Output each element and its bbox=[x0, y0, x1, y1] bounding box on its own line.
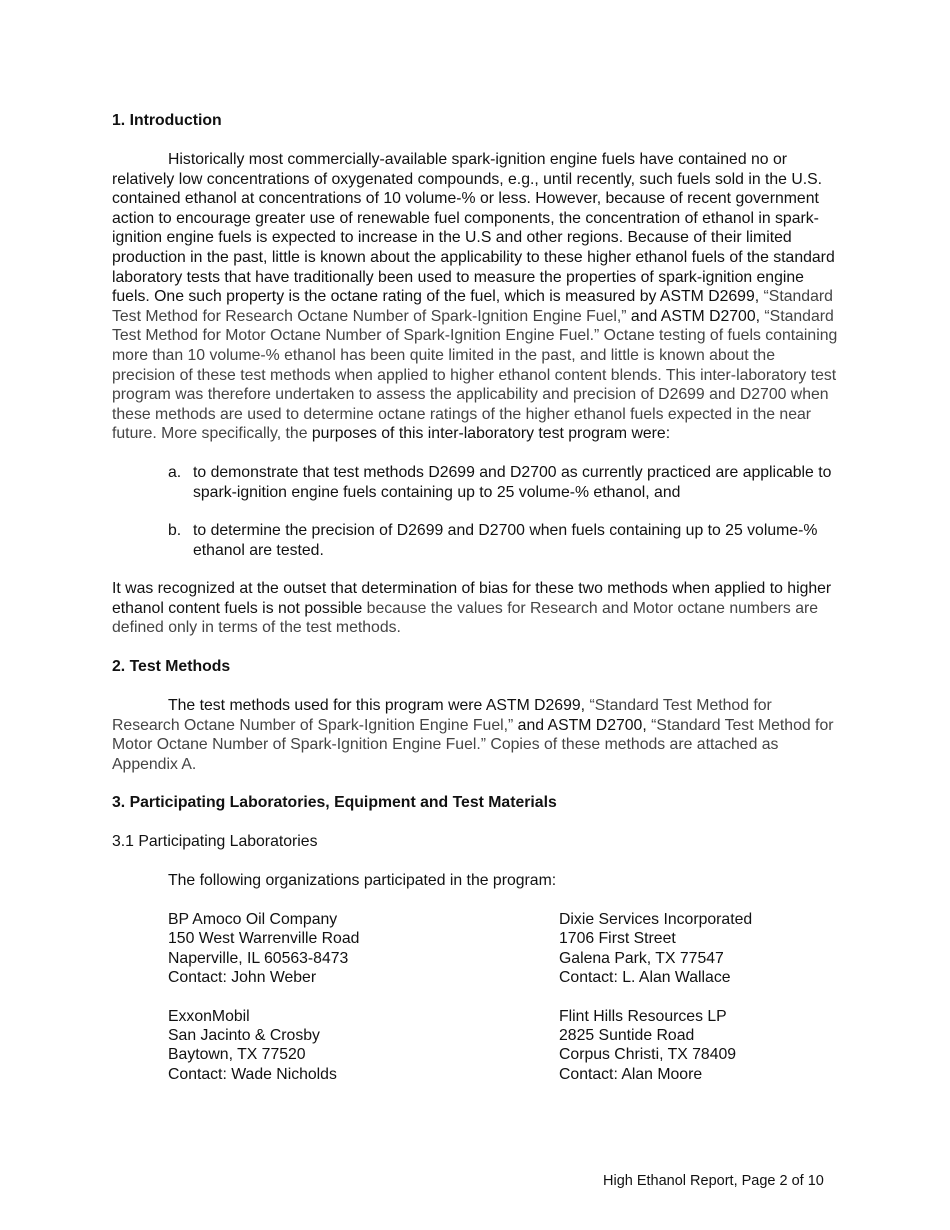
section-heading-introduction: 1. Introduction bbox=[112, 112, 222, 129]
intro-paragraph bbox=[112, 150, 840, 444]
intro-text-3: and ASTM D2700, bbox=[626, 307, 765, 325]
org-street: San Jacinto & Crosby bbox=[168, 1027, 320, 1045]
org-city: Naperville, IL 60563-8473 bbox=[168, 949, 349, 967]
org-contact: Contact: Alan Moore bbox=[559, 1065, 703, 1083]
list-item-text: to determine the precision of D2699 and D2700 when fuels containing up to 25 volume-% ethanol are tested. bbox=[193, 522, 818, 559]
list-item bbox=[112, 463, 840, 502]
subsection-heading: 3.1 Participating Laboratories bbox=[112, 833, 318, 851]
org-contact: Contact: John Weber bbox=[168, 969, 317, 987]
intro-text-2: “Standard Test Method for Research Octane Number of Spark-Ignition Engine Fuel,” bbox=[112, 288, 833, 325]
list-marker: a. bbox=[168, 463, 182, 481]
org-city: Corpus Christi, TX 78409 bbox=[559, 1046, 737, 1064]
methods-text-1: The test methods used for this program were ASTM D2699, bbox=[168, 697, 590, 715]
page-footer: High Ethanol Report, Page 2 of 10 bbox=[603, 1173, 824, 1189]
bias-text-2: because the values for Research and Motor octane numbers are defined only in terms of the test methods. bbox=[112, 599, 819, 637]
org-block bbox=[168, 1007, 559, 1085]
org-block bbox=[559, 910, 859, 988]
section-heading-participating: 3. Participating Laboratories, Equipment and Test Materials bbox=[112, 794, 557, 812]
org-city: Galena Park, TX 77547 bbox=[559, 949, 724, 967]
org-city: Baytown, TX 77520 bbox=[168, 1046, 306, 1064]
section-heading-test-methods: 2. Test Methods bbox=[112, 658, 231, 676]
org-street: 2825 Suntide Road bbox=[559, 1027, 695, 1045]
organizations-grid bbox=[168, 910, 840, 1084]
list-item-text: to demonstrate that test methods D2699 and D2700 as currently practiced are applicable to spark-ignition engine fuels containing up to 25 volume-% ethanol, and bbox=[193, 463, 832, 501]
org-name: ExxonMobil bbox=[168, 1007, 250, 1025]
intro-text-1: Historically most commercially-available spark-ignition engine fuels have contained no or relatively low concentrations of oxygenated compounds, e.g., until recently, such fuels sold in the U.S. contained ethanol at concentrations of 10 volume-% or less. However, because of recent government action to encourage greater use of renewable fuel components, the concentration of ethanol in spark-ignition engine fuels is expected to increase in the U.S and other regions. Because of their limited production in the past, little is known about the applicability to these higher ethanol fuels of the standard laboratory tests that have traditionally been used to measure the properties of spark-ignition engine fuels. One such property is the octane rating of the fuel, which is measured by ASTM D2699, bbox=[112, 151, 835, 306]
org-street: 150 West Warrenville Road bbox=[168, 930, 360, 948]
methods-paragraph bbox=[112, 696, 840, 774]
intro-text-4: “Standard Test Method for Motor Octane Number of Spark-Ignition Engine Fuel.” Octane testing of fuels containing more than 10 volume-% ethanol has been quite limited in the past, and little is known about the precision of these test methods when applied to higher ethanol content blends. This inter-laboratory test program was therefore undertaken to assess the applicability and precision of D2699 and D2700 when these methods are used to determine octane ratings of the higher ethanol fuels expected in the near future. More specifically, the bbox=[112, 307, 838, 443]
methods-text-4: “Standard Test Method for Motor Octane Number of Spark-Ignition Engine Fuel.” Copies of these methods are attached as Appendix A. bbox=[112, 716, 834, 773]
list-item bbox=[112, 521, 840, 560]
org-street: 1706 First Street bbox=[559, 930, 676, 948]
org-contact: Contact: L. Alan Wallace bbox=[559, 969, 731, 987]
org-name: Flint Hills Resources LP bbox=[559, 1007, 727, 1025]
org-name: Dixie Services Incorporated bbox=[559, 911, 753, 929]
org-block bbox=[559, 1007, 859, 1085]
methods-text-3: and ASTM D2700, bbox=[513, 716, 652, 734]
document-page bbox=[112, 111, 840, 1084]
bias-paragraph bbox=[112, 579, 840, 638]
purposes-list bbox=[112, 463, 840, 560]
methods-text-2: “Standard Test Method for Research Octane Number of Spark-Ignition Engine Fuel,” bbox=[112, 697, 772, 734]
list-marker: b. bbox=[168, 522, 182, 540]
org-name: BP Amoco Oil Company bbox=[168, 911, 338, 929]
org-block bbox=[168, 910, 559, 988]
bias-text-1: It was recognized at the outset that determination of bias for these two methods when applied to higher ethanol content fuels is not possible bbox=[112, 580, 832, 617]
intro-text-5: purposes of this inter-laboratory test program were: bbox=[307, 425, 671, 443]
orgs-intro: The following organizations participated in the program: bbox=[168, 872, 557, 890]
org-contact: Contact: Wade Nicholds bbox=[168, 1065, 337, 1083]
